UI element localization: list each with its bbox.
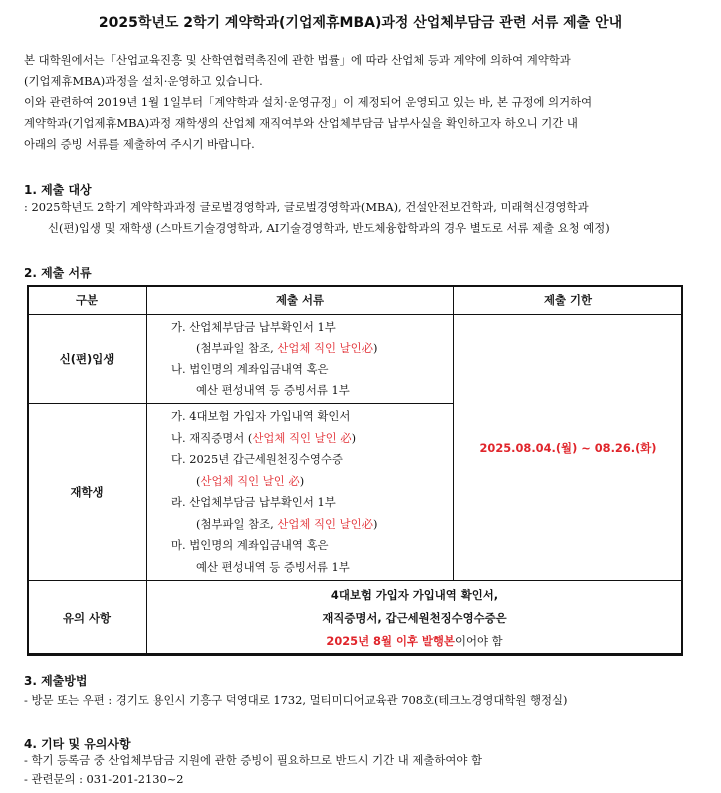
- header-documents: 제출 서류: [147, 286, 454, 315]
- current-doc-line: 라. 산업체부담금 납부확인서 1부: [171, 495, 336, 509]
- current-doc-line: 마. 법인명의 계좌입금내역 혹은: [171, 538, 329, 552]
- section1-heading: 1. 제출 대상: [24, 183, 92, 197]
- deadline-text: 2025.08.04.(월) ~ 08.26.(화): [479, 440, 657, 455]
- new-doc-line: 예산 편성내역 등 증빙서류 1부: [196, 383, 350, 397]
- page-title: 2025학년도 2학기 계약학과(기업제휴MBA)과정 산업체부담금 관련 서류 제출 안내: [98, 15, 623, 31]
- current-doc-line: 나. 재직증명서 (산업체 직인 날인 必): [171, 430, 357, 445]
- section2-heading: 2. 제출 서류: [24, 266, 92, 280]
- current-doc-line: 가. 4대보험 가입자 가입내역 확인서: [171, 409, 351, 423]
- section3-line-1: - 방문 또는 우편 : 경기도 용인시 기흥구 덕영대로 1732, 멀티미디어교육관 708호(테크노경영대학원 행정실): [24, 693, 568, 707]
- intro-line-5: 아래의 증빙 서류를 제출하여 주시기 바랍니다.: [24, 137, 255, 151]
- new-students-label: 신(편)입생: [28, 315, 147, 404]
- notes-cell: [147, 581, 683, 656]
- section1-line-2: 신(편)입생 및 재학생 (스마트기술경영학과, AI기술경영학과, 반도체융합학과의 경우 별도로 서류 제출 요청 예정): [48, 221, 610, 235]
- section3-heading: 3. 제출방법: [24, 674, 88, 688]
- current-doc-line: (산업체 직인 날인 必): [196, 473, 305, 488]
- header-category: 구분: [28, 286, 147, 315]
- current-students-label: 재학생: [28, 404, 147, 581]
- intro-line-4: 계약학과(기업제휴MBA)과정 재학생의 산업체 재직여부와 산업체부담금 납부사실을 확인하고자 하오니 기간 내: [24, 116, 578, 130]
- seal-required-note: 산업체 직인 날인必: [277, 516, 373, 531]
- current-students-docs: [147, 404, 454, 581]
- new-doc-line: 가. 산업체부담금 납부확인서 1부: [171, 320, 336, 334]
- notes-line: 2025년 8월 이후 발행본이어야 함: [326, 633, 503, 648]
- current-doc-line: (첨부파일 참조, 산업체 직인 날인必): [196, 516, 378, 531]
- section4-line-2: - 관련문의 : 031-201-2130~2: [24, 772, 184, 786]
- new-doc-line: (첨부파일 참조, 산업체 직인 날인必): [196, 341, 378, 355]
- notes-line: 재직증명서, 갑근세원천징수영수증은: [322, 610, 507, 625]
- intro-line-3: 이와 관련하여 2019년 1월 1일부터「계약학과 설치·운영규정」이 제정되어 운영되고 있는 바, 본 규정에 의거하여: [24, 95, 593, 109]
- current-doc-line: 예산 편성내역 등 증빙서류 1부: [196, 559, 350, 574]
- deadline-cell: [454, 315, 683, 581]
- new-students-docs: [147, 315, 454, 404]
- notes-line: 4대보험 가입자 가입내역 확인서,: [330, 587, 499, 602]
- section4-heading: 4. 기타 및 유의사항: [24, 737, 131, 751]
- intro-line-1: 본 대학원에서는「산업교육진흥 및 산학연협력촉진에 관한 법률」에 따라 산업체 등과 계약에 의하여 계약학과: [24, 53, 571, 67]
- current-doc-line: 다. 2025년 갑근세원천징수영수증: [171, 452, 343, 466]
- header-deadline: 제출 기한: [454, 286, 683, 315]
- seal-required-note: 산업체 직인 날인 必: [200, 473, 300, 488]
- table-header-row: [28, 286, 683, 315]
- issue-date-requirement: 2025년 8월 이후 발행본: [326, 633, 455, 648]
- table-row: [28, 315, 683, 404]
- section4-line-1: - 학기 등록금 중 산업체부담금 지원에 관한 증빙이 필요하므로 반드시 기간 내 제출하여야 함: [24, 753, 483, 767]
- seal-required-note: 산업체 직인 날인 必: [252, 430, 352, 445]
- seal-required-note: 산업체 직인 날인必: [277, 341, 373, 355]
- table-row: [28, 581, 683, 656]
- submission-table: [27, 285, 683, 656]
- intro-line-2: (기업제휴MBA)과정을 설치·운영하고 있습니다.: [24, 74, 263, 88]
- new-doc-line: 나. 법인명의 계좌입금내역 혹은: [171, 362, 329, 376]
- section1-line-1: : 2025학년도 2학기 계약학과과정 글로벌경영학과, 글로벌경영학과(MBA), 건설안전보건학과, 미래혁신경영학과: [24, 200, 589, 214]
- notes-label: 유의 사항: [28, 581, 147, 656]
